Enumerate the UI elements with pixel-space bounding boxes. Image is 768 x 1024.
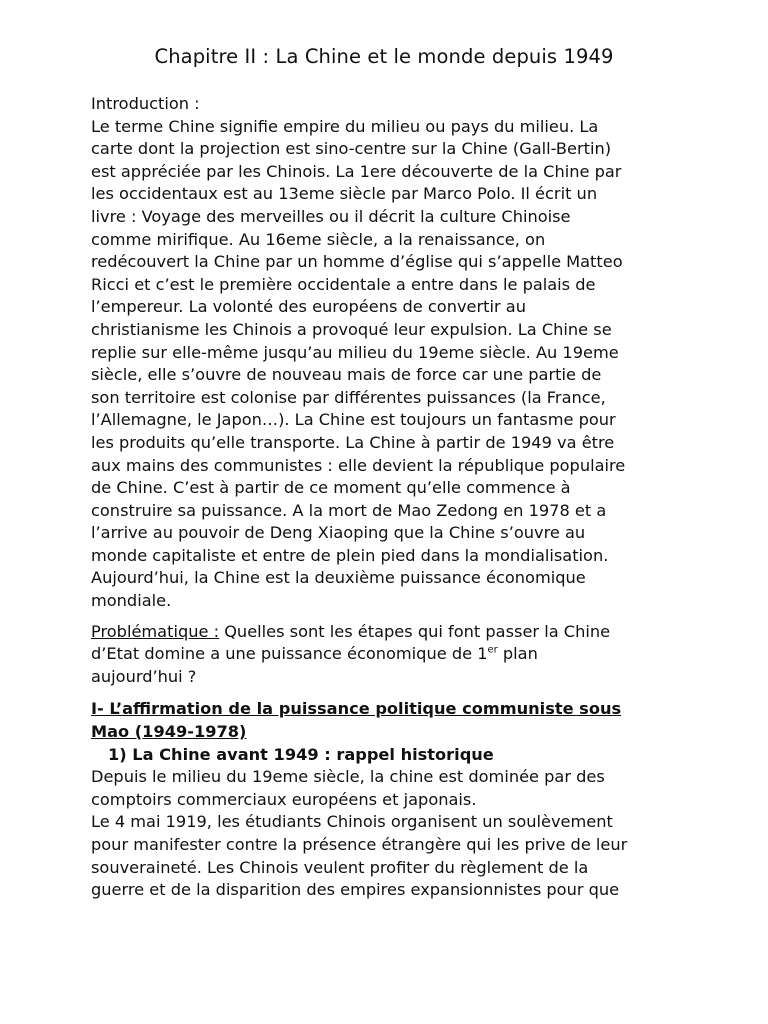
document-body — [91, 93, 691, 902]
text-line: les occidentaux est au 13eme siècle par Marco Polo. Il écrit un — [91, 184, 598, 204]
text-line: Ricci et c’est le première occidentale a entre dans le palais de — [91, 274, 596, 294]
intro-paragraph — [91, 116, 691, 613]
text-line: l’empereur. La volonté des européens de convertir au — [91, 297, 526, 317]
text-line: comptoirs commerciaux européens et japonais. — [91, 789, 477, 809]
text-line: mondiale. — [91, 591, 172, 611]
text-line: redécouvert la Chine par un homme d’église qui s’appelle Matteo — [91, 252, 623, 272]
text-line: carte dont la projection est sino-centre sur la Chine (Gall-Bertin) — [91, 139, 612, 159]
text-line: replie sur elle-même jusqu’au milieu du 19eme siècle. Au 19eme — [91, 342, 619, 362]
text-line: l’Allemagne, le Japon…). La Chine est toujours un fantasme pour — [91, 410, 616, 430]
text-line: son territoire est colonise par différentes puissances (la France, — [91, 387, 606, 407]
intro-heading: Introduction : — [91, 94, 200, 113]
section-heading-continued: Mao (1949-1978) — [91, 722, 247, 742]
problematique-text: d’Etat domine a une puissance économique de 1 — [91, 644, 488, 664]
text-line: les produits qu’elle transporte. La Chine à partir de 1949 va être — [91, 432, 615, 452]
problematique-paragraph — [91, 621, 691, 644]
text-line: pour manifester contre la présence étrangère qui les prive de leur — [91, 835, 628, 854]
problematique-text: Quelles sont les étapes qui font passer la Chine — [219, 621, 611, 641]
problematique-line: aujourd’hui ? — [91, 666, 197, 686]
text-line: monde capitaliste et entre de plein pied dans la mondialisation. — [91, 545, 609, 565]
text-line: Depuis le milieu du 19eme siècle, la chine est dominée par des — [91, 767, 605, 787]
problematique-label: Problématique : — [91, 621, 220, 641]
text-line: souveraineté. Les Chinois veulent profiter du règlement de la — [91, 857, 589, 877]
text-line: comme mirifique. Au 16eme siècle, a la renaissance, on — [91, 229, 546, 249]
problematique-text: plan — [497, 644, 538, 664]
text-line: construire sa puissance. A la mort de Mao Zedong en 1978 et a — [91, 500, 607, 520]
ordinal-superscript: er — [487, 644, 498, 656]
text-line: Le 4 mai 1919, les étudiants Chinois organisent un soulèvement — [91, 812, 613, 832]
subsection-heading: 1) La Chine avant 1949 : rappel historique — [108, 744, 494, 764]
text-line: guerre et de la disparition des empires expansionnistes pour que — [91, 880, 620, 900]
text-line: Aujourd’hui, la Chine est la deuxième puissance économique — [91, 568, 586, 588]
section-paragraph — [91, 766, 691, 902]
text-line: aux mains des communistes : elle devient la république populaire — [91, 455, 626, 475]
problematique-line — [91, 643, 691, 666]
text-line: est appréciée par les Chinois. La 1ere découverte de la Chine par — [91, 161, 622, 181]
text-line: christianisme les Chinois a provoqué leur expulsion. La Chine se — [91, 319, 612, 339]
text-line: Le terme Chine signifie empire du milieu ou pays du milieu. La — [91, 116, 599, 136]
text-line: siècle, elle s’ouvre de nouveau mais de force car une partie de — [91, 365, 602, 385]
text-line: livre : Voyage des merveilles ou il décrit la culture Chinoise — [91, 206, 571, 226]
document-title: Chapitre II : La Chine et le monde depuis 1949 — [154, 45, 614, 68]
text-line: de Chine. C’est à partir de ce moment qu’elle commence à — [91, 478, 571, 498]
section-heading: I- L’affirmation de la puissance politique communiste sous — [91, 699, 622, 719]
text-line: l’arrive au pouvoir de Deng Xiaoping que la Chine s’ouvre au — [91, 523, 586, 543]
